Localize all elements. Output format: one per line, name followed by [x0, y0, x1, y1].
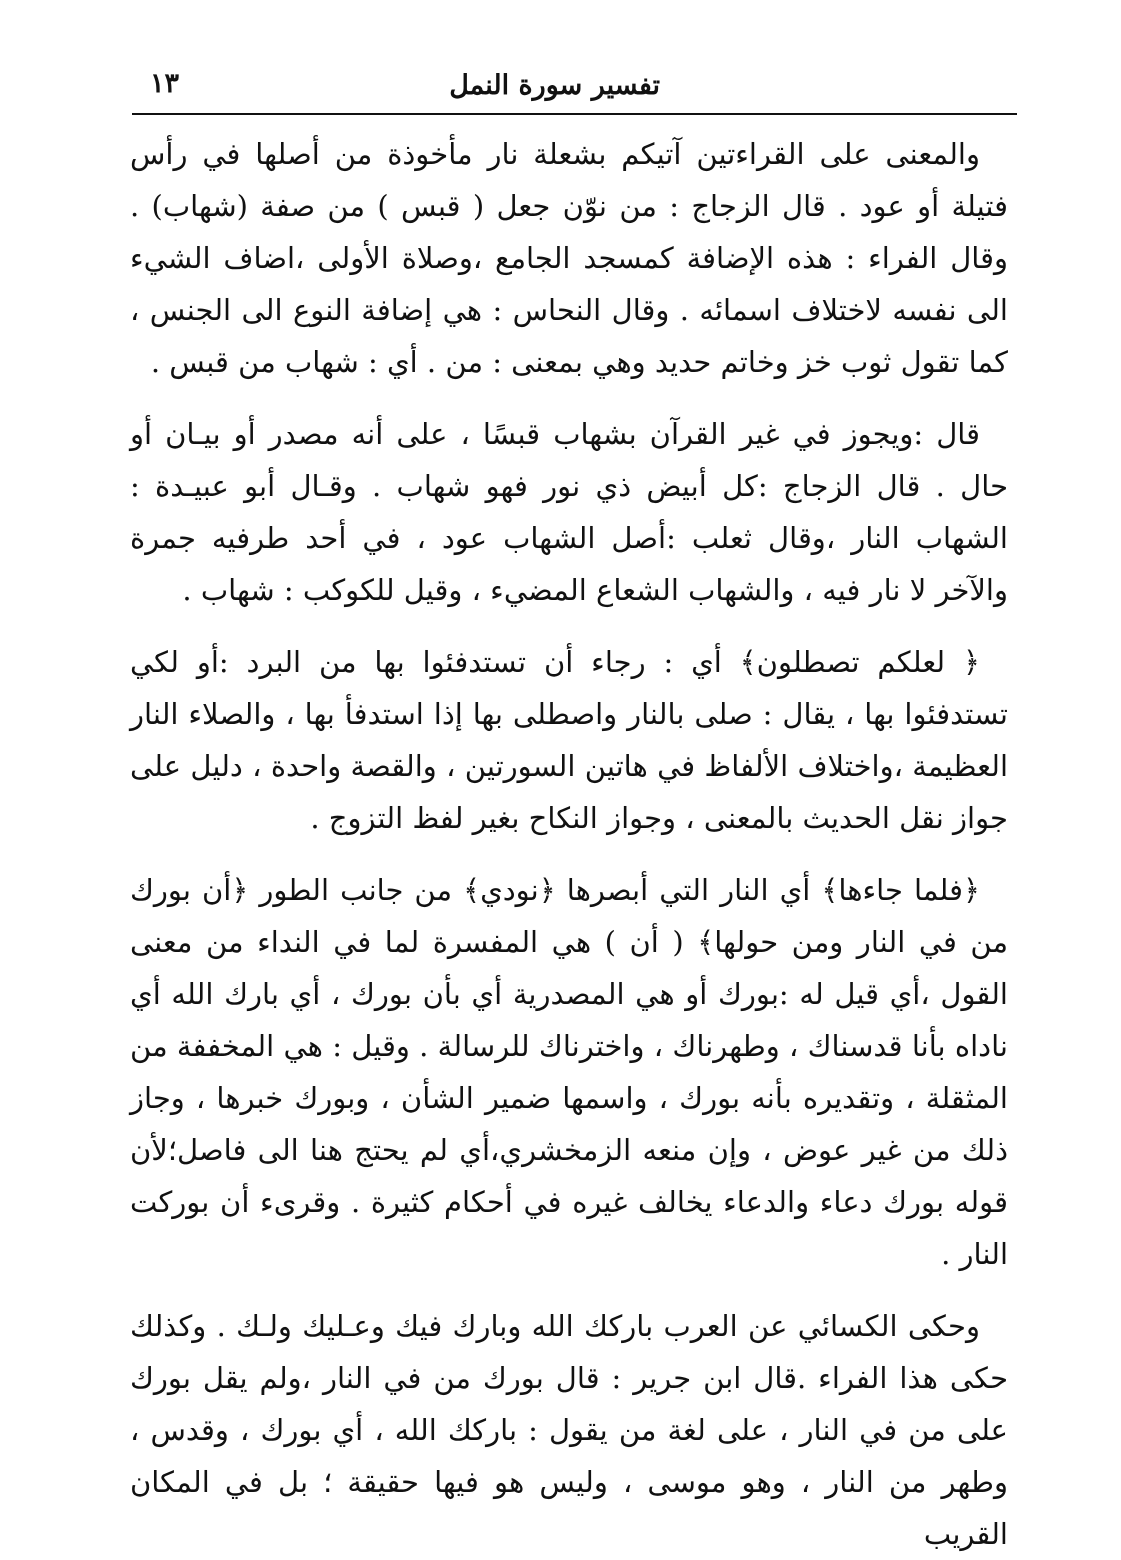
running-title: تفسير سورة النمل — [449, 70, 660, 101]
paragraph-2: قال :ويجوز في غير القرآن بشهاب قبسًا ، على أنه مصدر أو بيـان أو حال . قال الزجاج :كل أبيض ذي نور فهو شهاب . وقـال أبو عبيـدة : الشهاب النار ،وقال ثعلب :أصل الشهاب عود ، في أحد طرفيه جمرة والآخر لا نار فيه ، والشهاب الشعاع المضيء ، وقيل للكوكب : شهاب . — [130, 417, 1009, 607]
paragraph-5: وحكى الكسائي عن العرب باركك الله وبارك فيك وعـليك ولـك . وكذلك حكى هذا الفراء .قال ابن جرير : قال بورك من في النار ،ولم يقل بورك على من في النار ، على لغة من يقول : باركك الله ، أي بورك ، وقدس ، وطهر من النار ، وهو موسى ، وليس هو فيها حقيقة ؛ بل في المكان القريب — [130, 1309, 1008, 1551]
header-rule — [132, 113, 1017, 115]
page-header — [130, 66, 1015, 110]
page-number: ١٣ — [150, 68, 180, 99]
paragraph-4: ﴿فلما جاءها﴾ أي النار التي أبصرها ﴿نودي﴾ من جانب الطور ﴿أن بورك من في النار ومن حولها﴾ ( أن ) هي المفسرة لما في النداء من معنى القول ،أي قيل له :بورك أو هي المصدرية أي بأن بورك ، أي بارك الله أي ناداه بأنا قدسناك ، وطهرناك ، واخترناك للرسالة . وقيل : هي المخففة من المثقلة ، وتقديره بأنه بورك ، واسمها ضمير الشأن ، وبورك خبرها ، وجاز ذلك من غير عوض ، وإن منعه الزمخشري،أي لم يحتج هنا الى فاصل؛لأن قوله بورك دعاء والدعاء يخالف غيره في أحكام كثيرة . وقرىء أن بوركت النار . — [130, 873, 1008, 1271]
paragraph-3: ﴿ لعلكم تصطلون﴾ أي : رجاء أن تستدفئوا بها من البرد :أو لكي تستدفئوا بها ، يقال : صلى بالنار واصطلى بها إذا استدفأ بها ، والصلاء النار العظيمة ،واختلاف الألفاظ في هاتين السورتين ، والقصة واحدة ، دليل على جواز نقل الحديث بالمعنى ، وجواز النكاح بغير لفظ التزوج . — [130, 645, 1008, 835]
paragraph-1: والمعنى على القراءتين آتيكم بشعلة نار مأخوذة من أصلها في رأس فتيلة أو عود . قال الزجاج : من نوّن جعل ( قبس ) من صفة (شهاب) . وقال الفراء : هذه الإضافة كمسجد الجامع ،وصلاة الأولى ،اضاف الشيء الى نفسه لاختلاف اسمائه . وقال النحاس : هي إضافة النوع الى الجنس ، كما تقول ثوب خز وخاتم حديد وهي بمعنى : من . أي : شهاب من قبس . — [130, 137, 1008, 379]
body-text — [130, 128, 1009, 1551]
